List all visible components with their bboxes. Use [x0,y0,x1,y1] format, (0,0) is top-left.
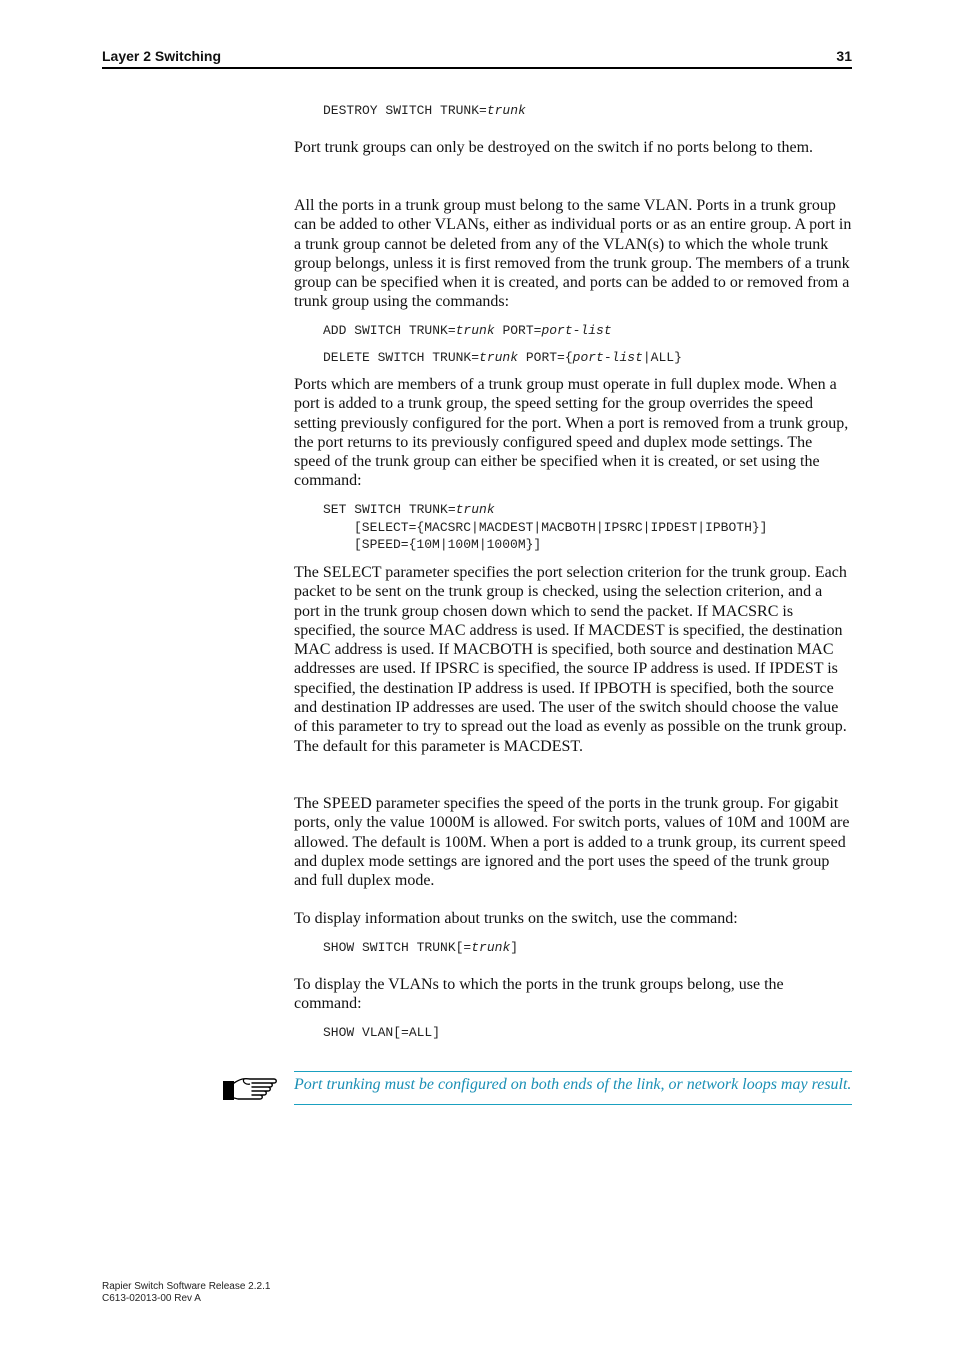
code-set-trunk: SET SWITCH TRUNK=trunk [SELECT={MACSRC|MACDEST|MACBOTH|IPSRC|IPDEST|IPBOTH}] [SPEED={10M|100M|1000M}] [323,502,768,552]
paragraph-show-trunk: To display information about trunks on the switch, use the command: [294,910,738,927]
paragraph-show-vlan: To display the VLANs to which the ports in the trunk groups belong, use the command: [294,976,784,1013]
note-box [294,1071,852,1105]
paragraph-destroy: Port trunk groups can only be destroyed on the switch if no ports belong to them. [294,139,814,156]
pointing-hand-icon [222,1073,278,1103]
code-add-trunk: ADD SWITCH TRUNK=trunk PORT=port-list [323,323,612,338]
paragraph-speed: The SPEED parameter specifies the speed of the ports in the trunk group. For gigabit ports, only the value 1000M is allowed. For switch ports, values of 10M and 100M are allowed. The default is 100M. When a port is added to a trunk group, its current speed and duplex mode settings are ignored and the port uses the speed of the trunk group and full duplex mode. [294,795,850,890]
footer-release: Rapier Switch Software Release 2.2.1 [102,1281,271,1292]
code-show-vlan: SHOW VLAN[=ALL] [323,1025,441,1040]
page-number: 31 [836,48,852,64]
page-footer [102,1281,270,1305]
paragraph-select: The SELECT parameter specifies the port selection criterion for the trunk group. Each packet to be sent on the trunk group is checked, using the selection criterion, and a port in the trunk group chosen down which to send the packet. If MACSRC is specified, the source MAC address is used. If MACDEST is specified, the destination MAC address is used. If MACBOTH is specified, both source and destination MAC addresses are used. If IPSRC is specified, the source IP address is used. If IPDEST is specified, the destination IP address is used. If IPBOTH is specified, both the source and destination IP addresses are used. The user of the switch should choose the value of this parameter to try to spread out the load as evenly as possible on the trunk group. The default for this parameter is MACDEST. [294,564,847,755]
paragraph-duplex: Ports which are members of a trunk group must operate in full duplex mode. When a port is added to a trunk group, the speed setting for the group overrides the speed setting previously configured for the port. When a port is removed from a trunk group, the port returns to its previously configured speed and duplex mode settings. The speed of the trunk group can either be specified when it is created, or set using the command: [294,376,849,490]
note-text: Port trunking must be configured on both ends of the link, or network loops may result. [294,1076,852,1093]
code-speed-line: [SPEED={10M|100M|1000M}] [354,537,542,552]
code-show-trunk: SHOW SWITCH TRUNK[=trunk] [323,940,519,955]
running-header [102,47,852,69]
code-delete-trunk: DELETE SWITCH TRUNK=trunk PORT={port-list|ALL} [323,350,682,365]
section-title: Layer 2 Switching [102,48,222,64]
footer-doc-id: C613-02013-00 Rev A [102,1293,201,1304]
code-select-line: [SELECT={MACSRC|MACDEST|MACBOTH|IPSRC|IPDEST|IPBOTH}] [354,519,768,535]
paragraph-vlan-membership: All the ports in a trunk group must belong to the same VLAN. Ports in a trunk group can be added to other VLANs, either as individual ports or as an entire group. A port in a trunk group cannot be deleted from any of the VLAN(s) to which the whole trunk group belongs, unless it is first removed from the trunk group. The members of a trunk group can be specified when it is created, and ports can be added to or removed from a trunk group using the commands: [294,197,852,311]
code-destroy-trunk: DESTROY SWITCH TRUNK=trunk [323,103,526,118]
